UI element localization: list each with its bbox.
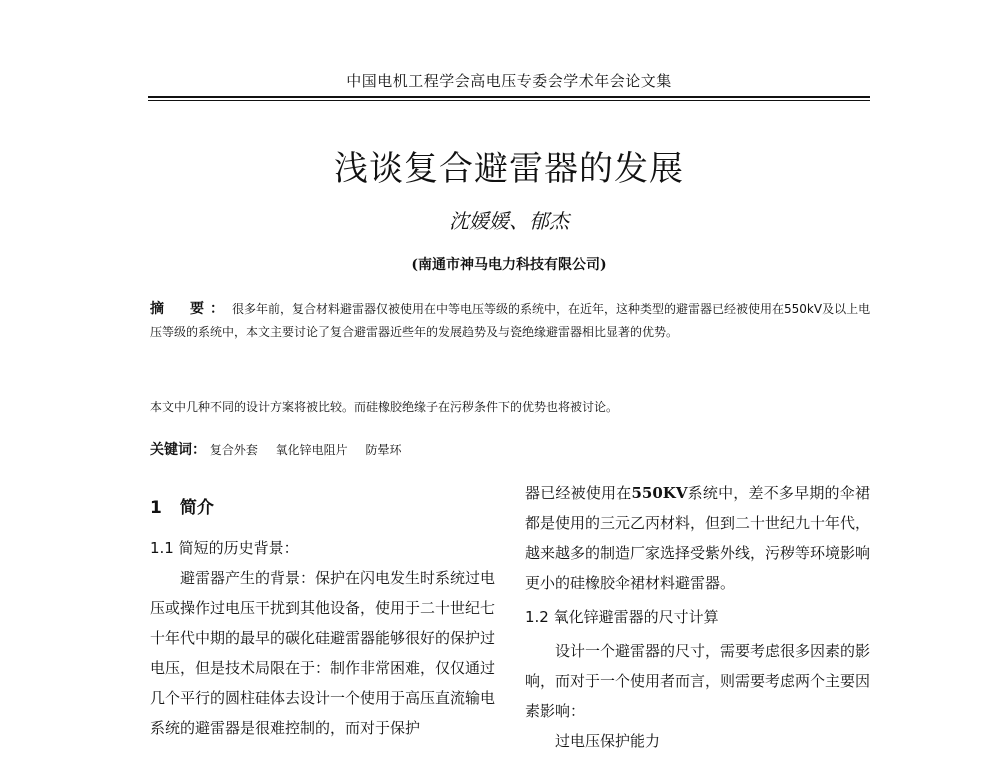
header-rule bbox=[148, 96, 870, 98]
subsection-heading: 1.2 氧化锌避雷器的尺寸计算 bbox=[525, 608, 719, 626]
keywords-label: 关键词： bbox=[150, 442, 206, 458]
body-paragraph: 设计一个避雷器的尺寸，需要考虑很多因素的影响，而对于一个使用者而言，则需要考虑两个主要因素影响： bbox=[525, 642, 871, 720]
list-item: 过电压保护能力 bbox=[555, 732, 661, 750]
abstract bbox=[150, 298, 872, 344]
subsection-heading: 1.1 简短的历史背景： bbox=[150, 539, 299, 557]
keyword-item: 复合外套 bbox=[209, 443, 258, 457]
section-number: 1 bbox=[150, 498, 162, 518]
running-head: 中国电机工程学会高电压专委会学术年会论文集 bbox=[346, 72, 672, 90]
body-paragraph-continued bbox=[525, 478, 870, 598]
right-column bbox=[525, 478, 870, 756]
section-title: 简介 bbox=[179, 498, 214, 518]
abstract-text: 很多年前，复合材料避雷器仅被使用在中等电压等级的系统中，在近年，这种类型的避雷器已经被使用在550kV及以上电压等级的系统中，本文主要讨论了复合避雷器近些年的发展趋势及与瓷绝缘避雷器相比显著的优势。 bbox=[150, 302, 871, 339]
keywords bbox=[150, 439, 872, 461]
keyword-item: 氧化锌电阻片 bbox=[275, 443, 348, 457]
body-paragraph: 避雷器产生的背景：保护在闪电发生时系统过电压或操作过电压干扰到其他设备，使用于二十世纪七十年代中期的最早的碳化硅避雷器能够很好的保护过电压，但是技术局限在于：制作非常困难，仅仅通过几个平行的圆柱硅体去设计一个使用于高压直流输电系统的避雷器是很难控制的，而对于保护 bbox=[150, 569, 496, 737]
text-run: 器已经被使用在 bbox=[525, 484, 632, 502]
paper-affiliation: (南通市神马电力科技有限公司) bbox=[411, 257, 607, 273]
voltage-value: 550KV bbox=[631, 484, 688, 502]
paper-title: 浅谈复合避雷器的发展 bbox=[334, 149, 684, 189]
section-heading bbox=[150, 493, 495, 523]
paper-authors: 沈媛媛、郁杰 bbox=[449, 209, 569, 233]
header-rule-thin bbox=[148, 100, 870, 101]
text-run: 系统中，差不多早期的伞裙都是使用的三元乙丙材料，但到二十世纪九十年代，越来越多的制造厂家选择受紫外线，污秽等环境影响更小的硅橡胶伞裙材料避雷器。 bbox=[525, 484, 871, 592]
abstract-label: 摘 要： bbox=[150, 301, 230, 317]
keyword-item: 防晕环 bbox=[365, 443, 402, 457]
left-column bbox=[150, 493, 495, 743]
abstract-text-2: 本文中几种不同的设计方案将被比较。而硅橡胶绝缘子在污秽条件下的优势也将被讨论。 bbox=[150, 400, 619, 414]
